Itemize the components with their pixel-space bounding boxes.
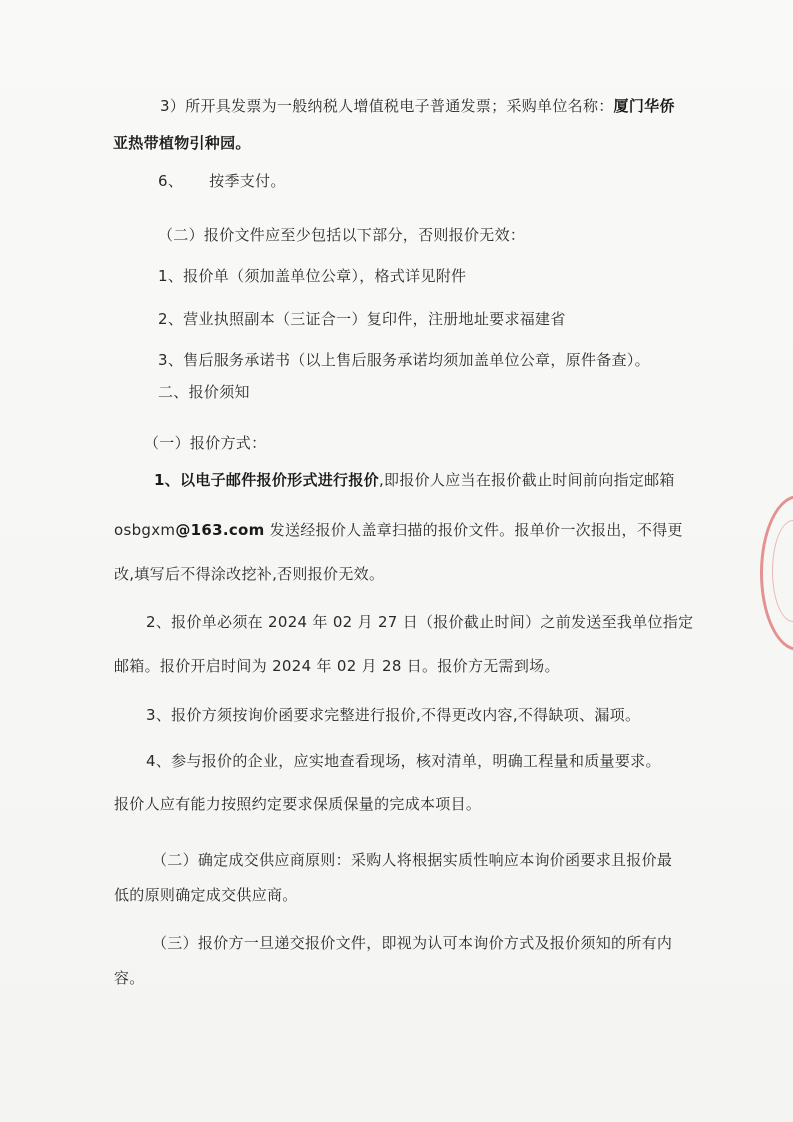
supplier-principle: （二）确定成交供应商原则：采购人将根据实质性响应本询价函要求且报价最 [152,851,673,869]
purchaser-name-part2: 亚热带植物引种园。 [113,134,251,152]
paragraph-payment [158,171,286,191]
email-user: osbgxm [114,521,176,539]
paragraph-invoice-type [160,96,675,116]
payment-text: 按季支付。 [209,172,286,190]
quote-method-item-1 [154,470,675,490]
supplier-principle-cont: 低的原则确定成交供应商。 [114,886,298,904]
email-quote-rest: ,即报价人应当在报价截止时间前向指定邮箱 [378,471,675,489]
section-quote-documents-heading: （二）报价文件应至少包括以下部分，否则报价无效： [158,226,526,244]
no-alteration-text: 改,填写后不得涂改挖补,否则报价无效。 [114,565,385,583]
email-domain: @163.com [175,521,265,539]
quote-doc-item-1: 1、报价单（须加盖单位公章），格式详见附件 [158,267,467,285]
quote-method-heading: （一）报价方式： [144,434,267,452]
email-line [114,520,683,540]
invoice-text: 3）所开具发票为一般纳税人增值税电子普通发票；采购单位名称： [160,97,614,115]
purchaser-name-part1: 厦门华侨 [613,97,675,115]
submission-acceptance: （三）报价方一旦递交报价文件，即视为认可本询价方式及报价须知的所有内 [152,934,673,952]
quote-doc-item-3: 3、售后服务承诺书（以上售后服务承诺均须加盖单位公章，原件备查）。 [158,351,650,369]
quote-method-item-2: 2、报价单必须在 2024 年 02 月 27 日（报价截止时间）之前发送至我单位指定 [146,613,694,631]
email-line-rest: 发送经报价人盖章扫描的报价文件。报单价一次报出，不得更 [264,521,683,539]
quote-doc-item-2: 2、营业执照副本（三证合一）复印件，注册地址要求福建省 [158,310,566,328]
quote-method-item-3: 3、报价方须按询价函要求完整进行报价,不得更改内容,不得缺项、漏项。 [146,706,641,724]
section-quote-notice-heading: 二、报价须知 [158,383,250,401]
quote-method-item-4: 4、参与报价的企业，应实地查看现场，核对清单，明确工程量和质量要求。 [146,752,661,770]
quote-opening-time: 邮箱。报价开启时间为 2024 年 02 月 28 日。报价方无需到场。 [114,657,560,675]
email-quote-bold: 1、以电子邮件报价形式进行报价 [154,471,379,489]
item-number: 6、 [158,172,184,190]
quote-method-item-4-cont: 报价人应有能力按照约定要求保质保量的完成本项目。 [114,795,482,813]
submission-acceptance-cont: 容。 [114,969,145,987]
